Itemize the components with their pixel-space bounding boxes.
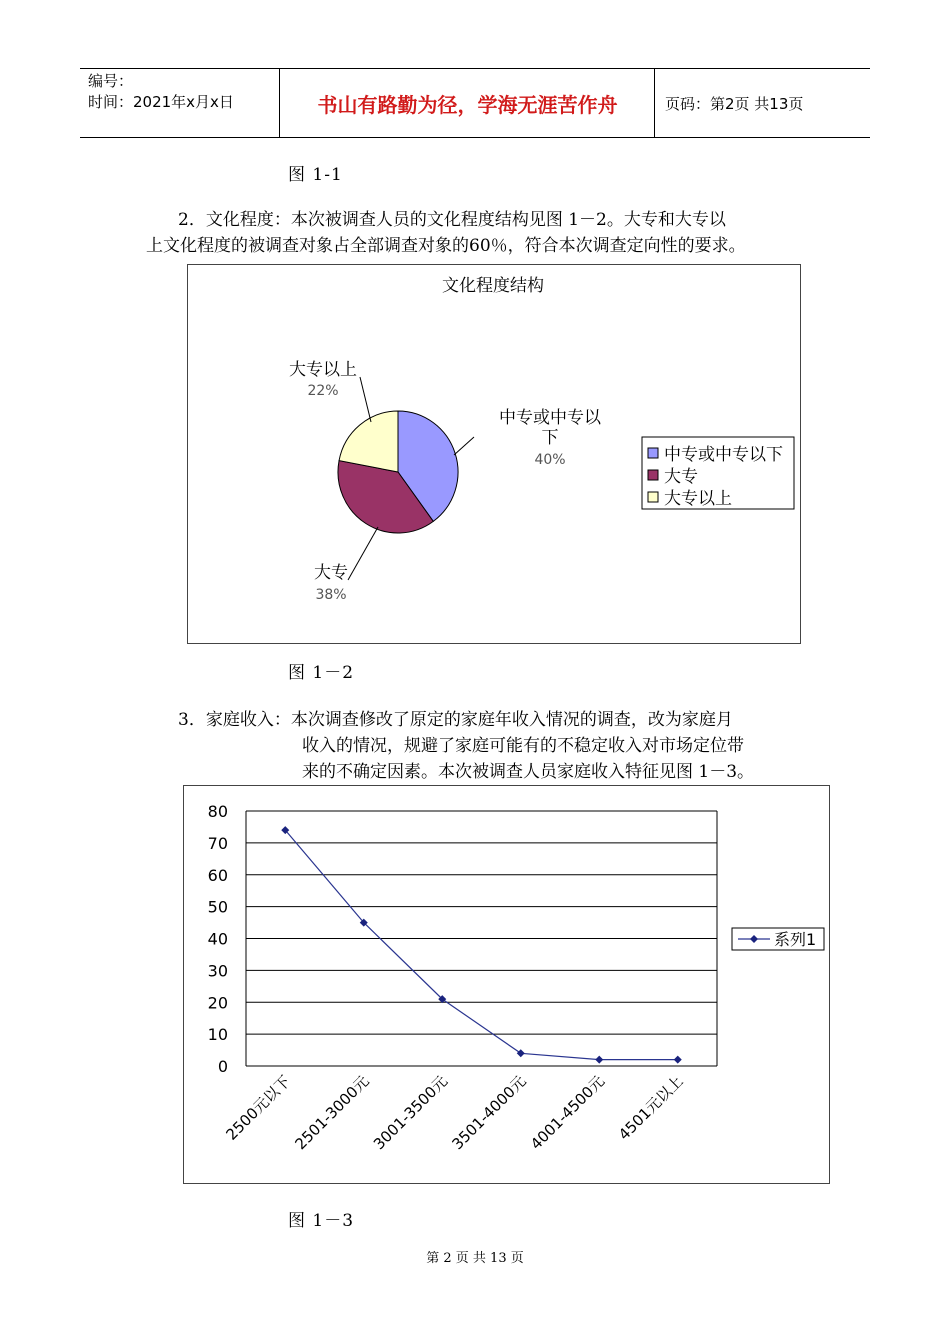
figure-1-1-caption: 图 1-1 — [288, 165, 343, 185]
section3-line2: 收入的情况，规避了家庭可能有的不稳定收入对市场定位带 — [302, 736, 744, 756]
pie-legend-label: 大专 — [664, 467, 698, 487]
line-chart — [184, 786, 829, 1183]
y-tick-label: 50 — [207, 897, 228, 917]
y-tick-label: 60 — [207, 865, 228, 885]
pie-label-1-name: 中专或中专以 — [499, 408, 601, 428]
y-tick-label: 20 — [207, 993, 228, 1013]
pie-legend-label: 大专以上 — [664, 489, 732, 509]
leader-line-3 — [360, 377, 371, 422]
pie-chart — [188, 265, 800, 643]
data-point — [674, 1056, 682, 1064]
leader-line-1 — [454, 437, 474, 455]
pie-label-1-name2: 下 — [541, 428, 559, 448]
pie-label-3-name: 大专以上 — [289, 360, 357, 380]
pie-label-1-pct: 40% — [534, 452, 566, 468]
y-tick-label: 80 — [207, 802, 228, 821]
pie-legend-swatch — [648, 470, 658, 480]
page-footer: 第 2 页 共 13 页 — [426, 1251, 524, 1266]
pie-legend-swatch — [648, 448, 658, 458]
figure-1-2-caption: 图 1－2 — [288, 663, 355, 683]
line-chart-frame — [183, 785, 830, 1184]
y-tick-label: 0 — [217, 1057, 228, 1076]
pie-label-2-name: 大专 — [314, 563, 348, 583]
pie-legend-label: 中专或中专以下 — [664, 445, 783, 465]
x-tick-label: 3501-4000元 — [448, 1072, 530, 1154]
section3-line3: 来的不确定因素。本次被调查人员家庭收入特征见图 1－3。 — [302, 762, 755, 782]
x-tick-label: 4501元以上 — [615, 1072, 687, 1144]
section2-line2: 上文化程度的被调查对象占全部调查对象的60％，符合本次调查定向性的要求。 — [146, 236, 746, 256]
time-label: 时间：2021年x月x日 — [88, 93, 234, 111]
page-header — [80, 68, 870, 138]
section3-line1: 3．家庭收入：本次调查修改了原定的家庭年收入情况的调查，改为家庭月 — [178, 710, 733, 730]
pie-label-2-pct: 38% — [315, 587, 347, 603]
x-tick-label: 4001-4500元 — [526, 1072, 609, 1154]
line-legend-label: 系列1 — [774, 930, 817, 949]
series-line — [285, 830, 678, 1060]
data-point — [517, 1049, 525, 1057]
number-label: 编号： — [88, 72, 134, 90]
y-tick-label: 10 — [207, 1025, 228, 1045]
x-tick-label: 2501-3000元 — [291, 1072, 373, 1154]
y-tick-label: 70 — [207, 833, 228, 853]
pie-title: 文化程度结构 — [442, 276, 544, 296]
y-tick-label: 40 — [207, 929, 228, 949]
leader-line-2 — [348, 527, 378, 580]
figure-1-3-caption: 图 1－3 — [288, 1211, 355, 1231]
pie-label-3-pct: 22% — [307, 383, 339, 399]
y-tick-label: 30 — [207, 961, 228, 981]
page-info: 页码：第2页 共13页 — [665, 94, 804, 113]
motto: 书山有路勤为径，学海无涯苦作舟 — [281, 69, 655, 137]
x-tick-label: 2500元以下 — [222, 1072, 295, 1144]
data-point — [595, 1056, 603, 1064]
x-tick-label: 3001-3500元 — [369, 1072, 452, 1154]
pie-legend-swatch — [648, 492, 658, 502]
header-left-cell — [80, 69, 280, 137]
pie-chart-frame — [187, 264, 801, 644]
section2-line1: 2．文化程度：本次被调查人员的文化程度结构见图 1－2。大专和大专以 — [178, 210, 726, 230]
